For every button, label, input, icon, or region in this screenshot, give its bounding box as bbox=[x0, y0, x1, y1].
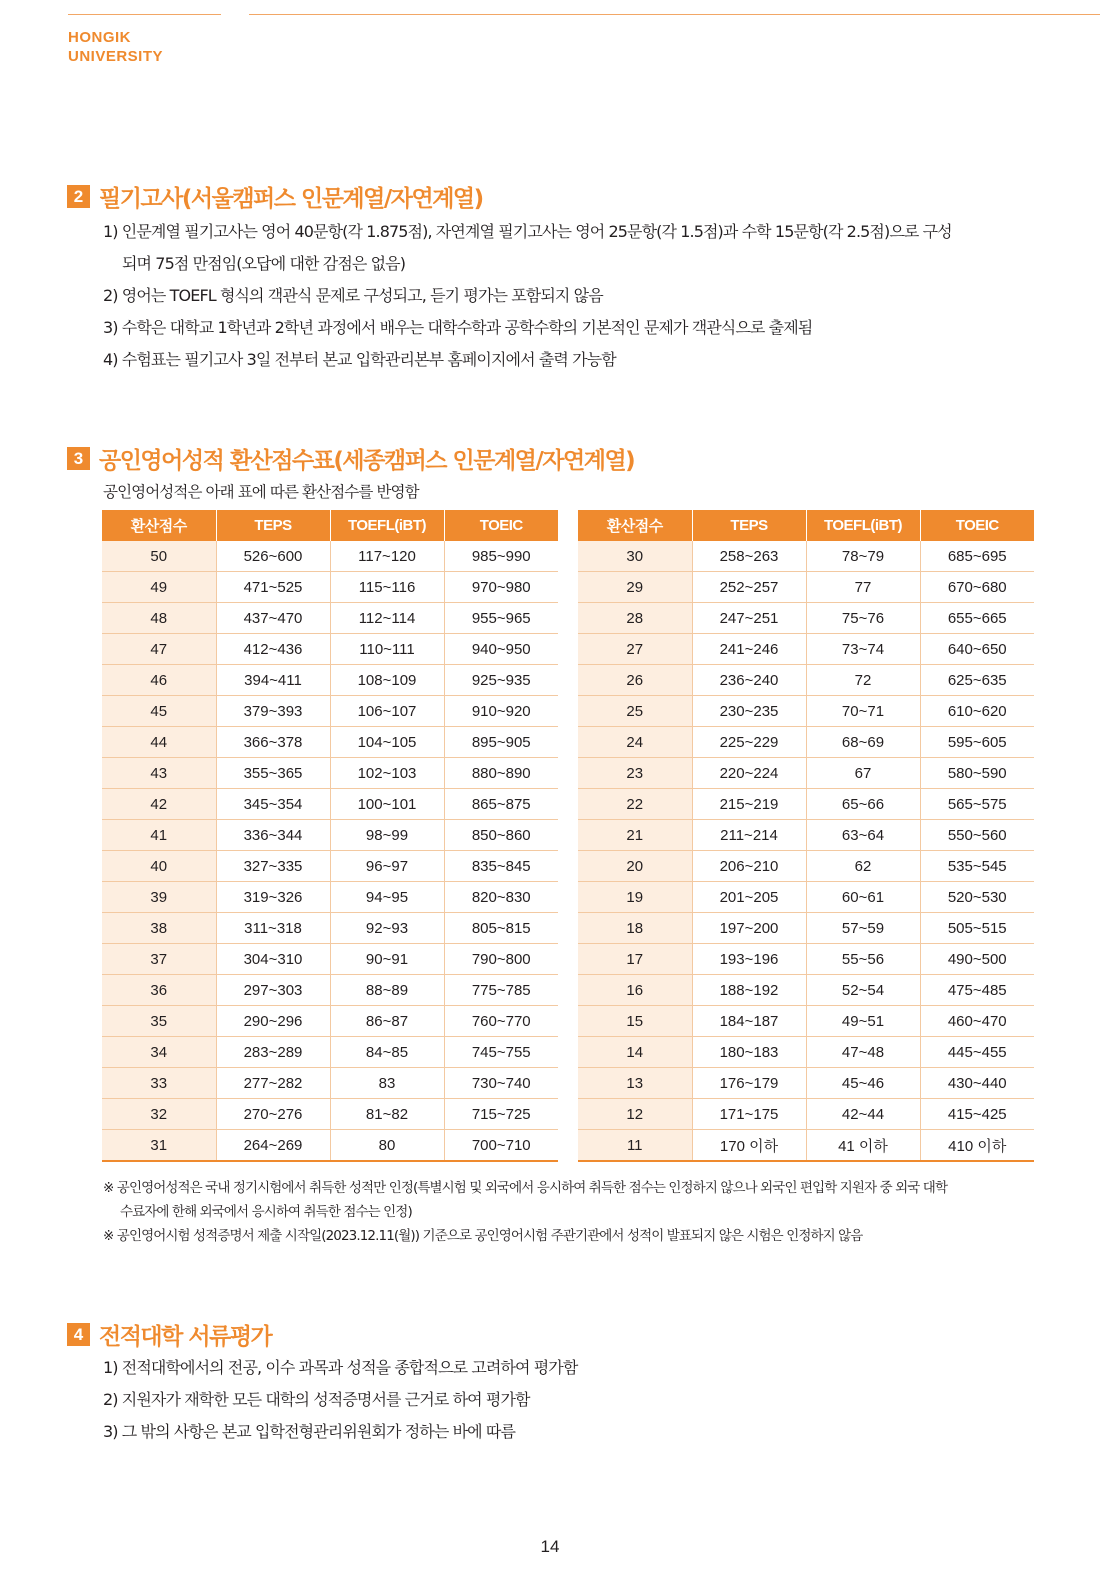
table-cell: 241~246 bbox=[692, 634, 806, 665]
table-cell: 437~470 bbox=[216, 603, 330, 634]
table-cell: 700~710 bbox=[444, 1130, 558, 1162]
table-cell: 670~680 bbox=[920, 572, 1034, 603]
table-row bbox=[102, 913, 558, 944]
table-cell: 48 bbox=[102, 603, 216, 634]
table-cell: 47 bbox=[102, 634, 216, 665]
table-cell: 252~257 bbox=[692, 572, 806, 603]
section-2-heading bbox=[67, 180, 483, 213]
table-cell: 270~276 bbox=[216, 1099, 330, 1130]
table-cell: 211~214 bbox=[692, 820, 806, 851]
table-cell: 32 bbox=[102, 1099, 216, 1130]
section-2-item: 2) 영어는 TOEFL 형식의 객관식 문제로 구성되고, 듣기 평가는 포함되지 않음 bbox=[103, 286, 603, 305]
table-cell: 68~69 bbox=[806, 727, 920, 758]
section-title: 공인영어성적 환산점수표(세종캠퍼스 인문계열/자연계열) bbox=[99, 448, 635, 474]
table-cell: 412~436 bbox=[216, 634, 330, 665]
table-cell: 115~116 bbox=[330, 572, 444, 603]
table-cell: 23 bbox=[578, 758, 692, 789]
table-cell: 220~224 bbox=[692, 758, 806, 789]
table-row bbox=[578, 603, 1034, 634]
table-cell: 98~99 bbox=[330, 820, 444, 851]
table-cell: 20 bbox=[578, 851, 692, 882]
table-row bbox=[102, 634, 558, 665]
table-cell: 985~990 bbox=[444, 541, 558, 572]
table-cell: 96~97 bbox=[330, 851, 444, 882]
table-cell: 290~296 bbox=[216, 1006, 330, 1037]
table-row bbox=[102, 727, 558, 758]
table-cell: 78~79 bbox=[806, 541, 920, 572]
table-cell: 258~263 bbox=[692, 541, 806, 572]
table-cell: 42~44 bbox=[806, 1099, 920, 1130]
table-cell: 81~82 bbox=[330, 1099, 444, 1130]
section-2-item: 3) 수학은 대학교 1학년과 2학년 과정에서 배우는 대학수학과 공학수학의 기본적인 문제가 객관식으로 출제됨 bbox=[103, 318, 813, 337]
table-cell: 46 bbox=[102, 665, 216, 696]
column-header: TOEFL(iBT) bbox=[330, 510, 444, 541]
table-cell: 24 bbox=[578, 727, 692, 758]
section-3-intro: 공인영어성적은 아래 표에 따른 환산점수를 반영함 bbox=[103, 483, 419, 501]
table-cell: 12 bbox=[578, 1099, 692, 1130]
table-cell: 41 bbox=[102, 820, 216, 851]
section-number-badge: 4 bbox=[67, 1323, 90, 1346]
table-cell: 277~282 bbox=[216, 1068, 330, 1099]
table-cell: 75~76 bbox=[806, 603, 920, 634]
table-cell: 38 bbox=[102, 913, 216, 944]
table-cell: 225~229 bbox=[692, 727, 806, 758]
table-row bbox=[102, 1130, 558, 1162]
table-cell: 820~830 bbox=[444, 882, 558, 913]
section-2-item: 되며 75점 만점임(오답에 대한 감점은 없음) bbox=[122, 254, 406, 273]
table-row bbox=[102, 882, 558, 913]
table-cell: 580~590 bbox=[920, 758, 1034, 789]
table-row bbox=[578, 913, 1034, 944]
table-cell: 206~210 bbox=[692, 851, 806, 882]
table-row bbox=[102, 758, 558, 789]
section-4-item: 1) 전적대학에서의 전공, 이수 과목과 성적을 종합적으로 고려하여 평가함 bbox=[103, 1358, 578, 1377]
table-cell: 595~605 bbox=[920, 727, 1034, 758]
table-cell: 65~66 bbox=[806, 789, 920, 820]
table-cell: 345~354 bbox=[216, 789, 330, 820]
section-number-badge: 2 bbox=[67, 185, 90, 208]
table-cell: 790~800 bbox=[444, 944, 558, 975]
table-cell: 176~179 bbox=[692, 1068, 806, 1099]
table-cell: 100~101 bbox=[330, 789, 444, 820]
table-cell: 83 bbox=[330, 1068, 444, 1099]
table-cell: 73~74 bbox=[806, 634, 920, 665]
table-cell: 247~251 bbox=[692, 603, 806, 634]
table-cell: 215~219 bbox=[692, 789, 806, 820]
table-cell: 31 bbox=[102, 1130, 216, 1162]
table-cell: 36 bbox=[102, 975, 216, 1006]
table-row bbox=[578, 1068, 1034, 1099]
table-cell: 865~875 bbox=[444, 789, 558, 820]
table-row bbox=[578, 665, 1034, 696]
table-cell: 171~175 bbox=[692, 1099, 806, 1130]
table-cell: 760~770 bbox=[444, 1006, 558, 1037]
table-cell: 505~515 bbox=[920, 913, 1034, 944]
table-cell: 13 bbox=[578, 1068, 692, 1099]
table-row bbox=[102, 572, 558, 603]
table-row bbox=[102, 944, 558, 975]
table-header-row bbox=[578, 510, 1034, 541]
table-row bbox=[578, 1006, 1034, 1037]
table-cell: 77 bbox=[806, 572, 920, 603]
table-cell: 117~120 bbox=[330, 541, 444, 572]
table-cell: 104~105 bbox=[330, 727, 444, 758]
table-cell: 170 이하 bbox=[692, 1130, 806, 1162]
table-cell: 730~740 bbox=[444, 1068, 558, 1099]
table-cell: 16 bbox=[578, 975, 692, 1006]
table-cell: 26 bbox=[578, 665, 692, 696]
table-cell: 102~103 bbox=[330, 758, 444, 789]
table-cell: 236~240 bbox=[692, 665, 806, 696]
table-row bbox=[578, 541, 1034, 572]
header-rule-left bbox=[68, 14, 221, 15]
table-row bbox=[102, 696, 558, 727]
table-row bbox=[578, 820, 1034, 851]
table-cell: 40 bbox=[102, 851, 216, 882]
table-cell: 18 bbox=[578, 913, 692, 944]
table-cell: 90~91 bbox=[330, 944, 444, 975]
score-table-left bbox=[102, 510, 558, 1162]
table-cell: 745~755 bbox=[444, 1037, 558, 1068]
table-row bbox=[578, 1099, 1034, 1130]
column-header: TEPS bbox=[692, 510, 806, 541]
table-cell: 86~87 bbox=[330, 1006, 444, 1037]
table-cell: 193~196 bbox=[692, 944, 806, 975]
table-cell: 45~46 bbox=[806, 1068, 920, 1099]
table-cell: 39 bbox=[102, 882, 216, 913]
table-cell: 60~61 bbox=[806, 882, 920, 913]
table-cell: 72 bbox=[806, 665, 920, 696]
table-cell: 88~89 bbox=[330, 975, 444, 1006]
table-cell: 94~95 bbox=[330, 882, 444, 913]
table-cell: 655~665 bbox=[920, 603, 1034, 634]
university-brand bbox=[68, 28, 163, 66]
table-cell: 430~440 bbox=[920, 1068, 1034, 1099]
table-cell: 565~575 bbox=[920, 789, 1034, 820]
table-row bbox=[102, 1068, 558, 1099]
score-table-right bbox=[578, 510, 1034, 1162]
table-cell: 283~289 bbox=[216, 1037, 330, 1068]
table-cell: 49~51 bbox=[806, 1006, 920, 1037]
table-cell: 410 이하 bbox=[920, 1130, 1034, 1162]
table-cell: 535~545 bbox=[920, 851, 1034, 882]
table-cell: 28 bbox=[578, 603, 692, 634]
page-number: 14 bbox=[540, 1537, 560, 1556]
table-cell: 49 bbox=[102, 572, 216, 603]
table-cell: 30 bbox=[578, 541, 692, 572]
table-row bbox=[578, 572, 1034, 603]
table-cell: 520~530 bbox=[920, 882, 1034, 913]
table-cell: 475~485 bbox=[920, 975, 1034, 1006]
table-row bbox=[102, 603, 558, 634]
column-header: TOEIC bbox=[920, 510, 1034, 541]
section-title: 전적대학 서류평가 bbox=[99, 1324, 272, 1350]
table-cell: 880~890 bbox=[444, 758, 558, 789]
column-header: TOEFL(iBT) bbox=[806, 510, 920, 541]
table-row bbox=[578, 975, 1034, 1006]
table-cell: 197~200 bbox=[692, 913, 806, 944]
table-row bbox=[578, 944, 1034, 975]
table-row bbox=[578, 696, 1034, 727]
section-number-badge: 3 bbox=[67, 447, 90, 470]
column-header: 환산점수 bbox=[578, 510, 692, 541]
section-4-item: 3) 그 밖의 사항은 본교 입학전형관리위원회가 정하는 바에 따름 bbox=[103, 1422, 516, 1441]
table-cell: 835~845 bbox=[444, 851, 558, 882]
table-row bbox=[578, 789, 1034, 820]
table-cell: 29 bbox=[578, 572, 692, 603]
table-row bbox=[102, 851, 558, 882]
table-cell: 925~935 bbox=[444, 665, 558, 696]
table-cell: 379~393 bbox=[216, 696, 330, 727]
table-row bbox=[102, 541, 558, 572]
table-cell: 715~725 bbox=[444, 1099, 558, 1130]
table-cell: 63~64 bbox=[806, 820, 920, 851]
table-cell: 112~114 bbox=[330, 603, 444, 634]
table-cell: 92~93 bbox=[330, 913, 444, 944]
table-cell: 850~860 bbox=[444, 820, 558, 851]
table-cell: 22 bbox=[578, 789, 692, 820]
table-cell: 201~205 bbox=[692, 882, 806, 913]
table-cell: 550~560 bbox=[920, 820, 1034, 851]
table-cell: 471~525 bbox=[216, 572, 330, 603]
table-cell: 37 bbox=[102, 944, 216, 975]
table-cell: 17 bbox=[578, 944, 692, 975]
table-cell: 62 bbox=[806, 851, 920, 882]
score-table-right-body bbox=[578, 541, 1034, 1161]
table-cell: 80 bbox=[330, 1130, 444, 1162]
table-cell: 311~318 bbox=[216, 913, 330, 944]
table-cell: 52~54 bbox=[806, 975, 920, 1006]
table-row bbox=[102, 820, 558, 851]
column-header: TOEIC bbox=[444, 510, 558, 541]
table-cell: 106~107 bbox=[330, 696, 444, 727]
table-row bbox=[578, 634, 1034, 665]
table-cell: 625~635 bbox=[920, 665, 1034, 696]
table-cell: 27 bbox=[578, 634, 692, 665]
table-row bbox=[578, 1130, 1034, 1162]
table-cell: 57~59 bbox=[806, 913, 920, 944]
table-cell: 55~56 bbox=[806, 944, 920, 975]
table-row bbox=[102, 1037, 558, 1068]
table-cell: 230~235 bbox=[692, 696, 806, 727]
table-cell: 34 bbox=[102, 1037, 216, 1068]
table-cell: 366~378 bbox=[216, 727, 330, 758]
score-table-left-body bbox=[102, 541, 558, 1161]
table-cell: 110~111 bbox=[330, 634, 444, 665]
table-cell: 188~192 bbox=[692, 975, 806, 1006]
table-cell: 805~815 bbox=[444, 913, 558, 944]
table-cell: 44 bbox=[102, 727, 216, 758]
table-cell: 304~310 bbox=[216, 944, 330, 975]
table-cell: 184~187 bbox=[692, 1006, 806, 1037]
table-row bbox=[102, 1006, 558, 1037]
header-rule-right bbox=[249, 14, 1100, 15]
table-cell: 910~920 bbox=[444, 696, 558, 727]
table-cell: 610~620 bbox=[920, 696, 1034, 727]
table-cell: 297~303 bbox=[216, 975, 330, 1006]
table-row bbox=[102, 975, 558, 1006]
brand-line-1: HONGIK bbox=[68, 29, 131, 46]
brand-line-2: UNIVERSITY bbox=[68, 48, 164, 65]
section-2-item: 4) 수험표는 필기고사 3일 전부터 본교 입학관리본부 홈페이지에서 출력 가능함 bbox=[103, 350, 616, 369]
table-cell: 47~48 bbox=[806, 1037, 920, 1068]
table-cell: 45 bbox=[102, 696, 216, 727]
table-row bbox=[578, 727, 1034, 758]
table-cell: 955~965 bbox=[444, 603, 558, 634]
section-3-note: ※ 공인영어시험 성적증명서 제출 시작일(2023.12.11(월)) 기준으로 공인영어시험 주관기관에서 성적이 발표되지 않은 시험은 인정하지 않음 bbox=[103, 1228, 863, 1244]
table-row bbox=[102, 789, 558, 820]
table-cell: 43 bbox=[102, 758, 216, 789]
table-cell: 327~335 bbox=[216, 851, 330, 882]
table-cell: 490~500 bbox=[920, 944, 1034, 975]
table-cell: 84~85 bbox=[330, 1037, 444, 1068]
table-cell: 15 bbox=[578, 1006, 692, 1037]
table-cell: 180~183 bbox=[692, 1037, 806, 1068]
section-3-note: ※ 공인영어성적은 국내 정기시험에서 취득한 성적만 인정(특별시험 및 외국에서 응시하여 취득한 점수는 인정하지 않으나 외국인 편입학 지원자 중 외국 대학 bbox=[103, 1180, 948, 1196]
table-row bbox=[578, 851, 1034, 882]
table-cell: 21 bbox=[578, 820, 692, 851]
table-cell: 336~344 bbox=[216, 820, 330, 851]
table-cell: 264~269 bbox=[216, 1130, 330, 1162]
section-4-heading bbox=[67, 1318, 271, 1351]
table-cell: 526~600 bbox=[216, 541, 330, 572]
table-cell: 445~455 bbox=[920, 1037, 1034, 1068]
table-cell: 70~71 bbox=[806, 696, 920, 727]
table-cell: 970~980 bbox=[444, 572, 558, 603]
section-3-note: 수료자에 한해 외국에서 응시하여 취득한 점수는 인정) bbox=[120, 1204, 412, 1220]
table-cell: 14 bbox=[578, 1037, 692, 1068]
table-cell: 415~425 bbox=[920, 1099, 1034, 1130]
table-cell: 775~785 bbox=[444, 975, 558, 1006]
table-cell: 940~950 bbox=[444, 634, 558, 665]
section-3-heading bbox=[67, 442, 634, 475]
table-header-row bbox=[102, 510, 558, 541]
table-cell: 25 bbox=[578, 696, 692, 727]
section-4-item: 2) 지원자가 재학한 모든 대학의 성적증명서를 근거로 하여 평가함 bbox=[103, 1390, 530, 1409]
table-cell: 50 bbox=[102, 541, 216, 572]
table-cell: 394~411 bbox=[216, 665, 330, 696]
table-cell: 19 bbox=[578, 882, 692, 913]
table-cell: 108~109 bbox=[330, 665, 444, 696]
table-cell: 33 bbox=[102, 1068, 216, 1099]
section-2-item: 1) 인문계열 필기고사는 영어 40문항(각 1.875점), 자연계열 필기고사는 영어 25문항(각 1.5점)과 수학 15문항(각 2.5점)으로 구성 bbox=[103, 222, 952, 241]
column-header: 환산점수 bbox=[102, 510, 216, 541]
table-row bbox=[578, 758, 1034, 789]
table-cell: 319~326 bbox=[216, 882, 330, 913]
column-header: TEPS bbox=[216, 510, 330, 541]
table-cell: 42 bbox=[102, 789, 216, 820]
table-cell: 355~365 bbox=[216, 758, 330, 789]
table-cell: 640~650 bbox=[920, 634, 1034, 665]
table-row bbox=[102, 665, 558, 696]
table-cell: 895~905 bbox=[444, 727, 558, 758]
table-cell: 11 bbox=[578, 1130, 692, 1162]
table-row bbox=[578, 1037, 1034, 1068]
table-cell: 67 bbox=[806, 758, 920, 789]
table-cell: 685~695 bbox=[920, 541, 1034, 572]
table-cell: 460~470 bbox=[920, 1006, 1034, 1037]
table-cell: 41 이하 bbox=[806, 1130, 920, 1162]
table-row bbox=[578, 882, 1034, 913]
table-row bbox=[102, 1099, 558, 1130]
table-cell: 35 bbox=[102, 1006, 216, 1037]
section-title: 필기고사(서울캠퍼스 인문계열/자연계열) bbox=[99, 186, 483, 212]
